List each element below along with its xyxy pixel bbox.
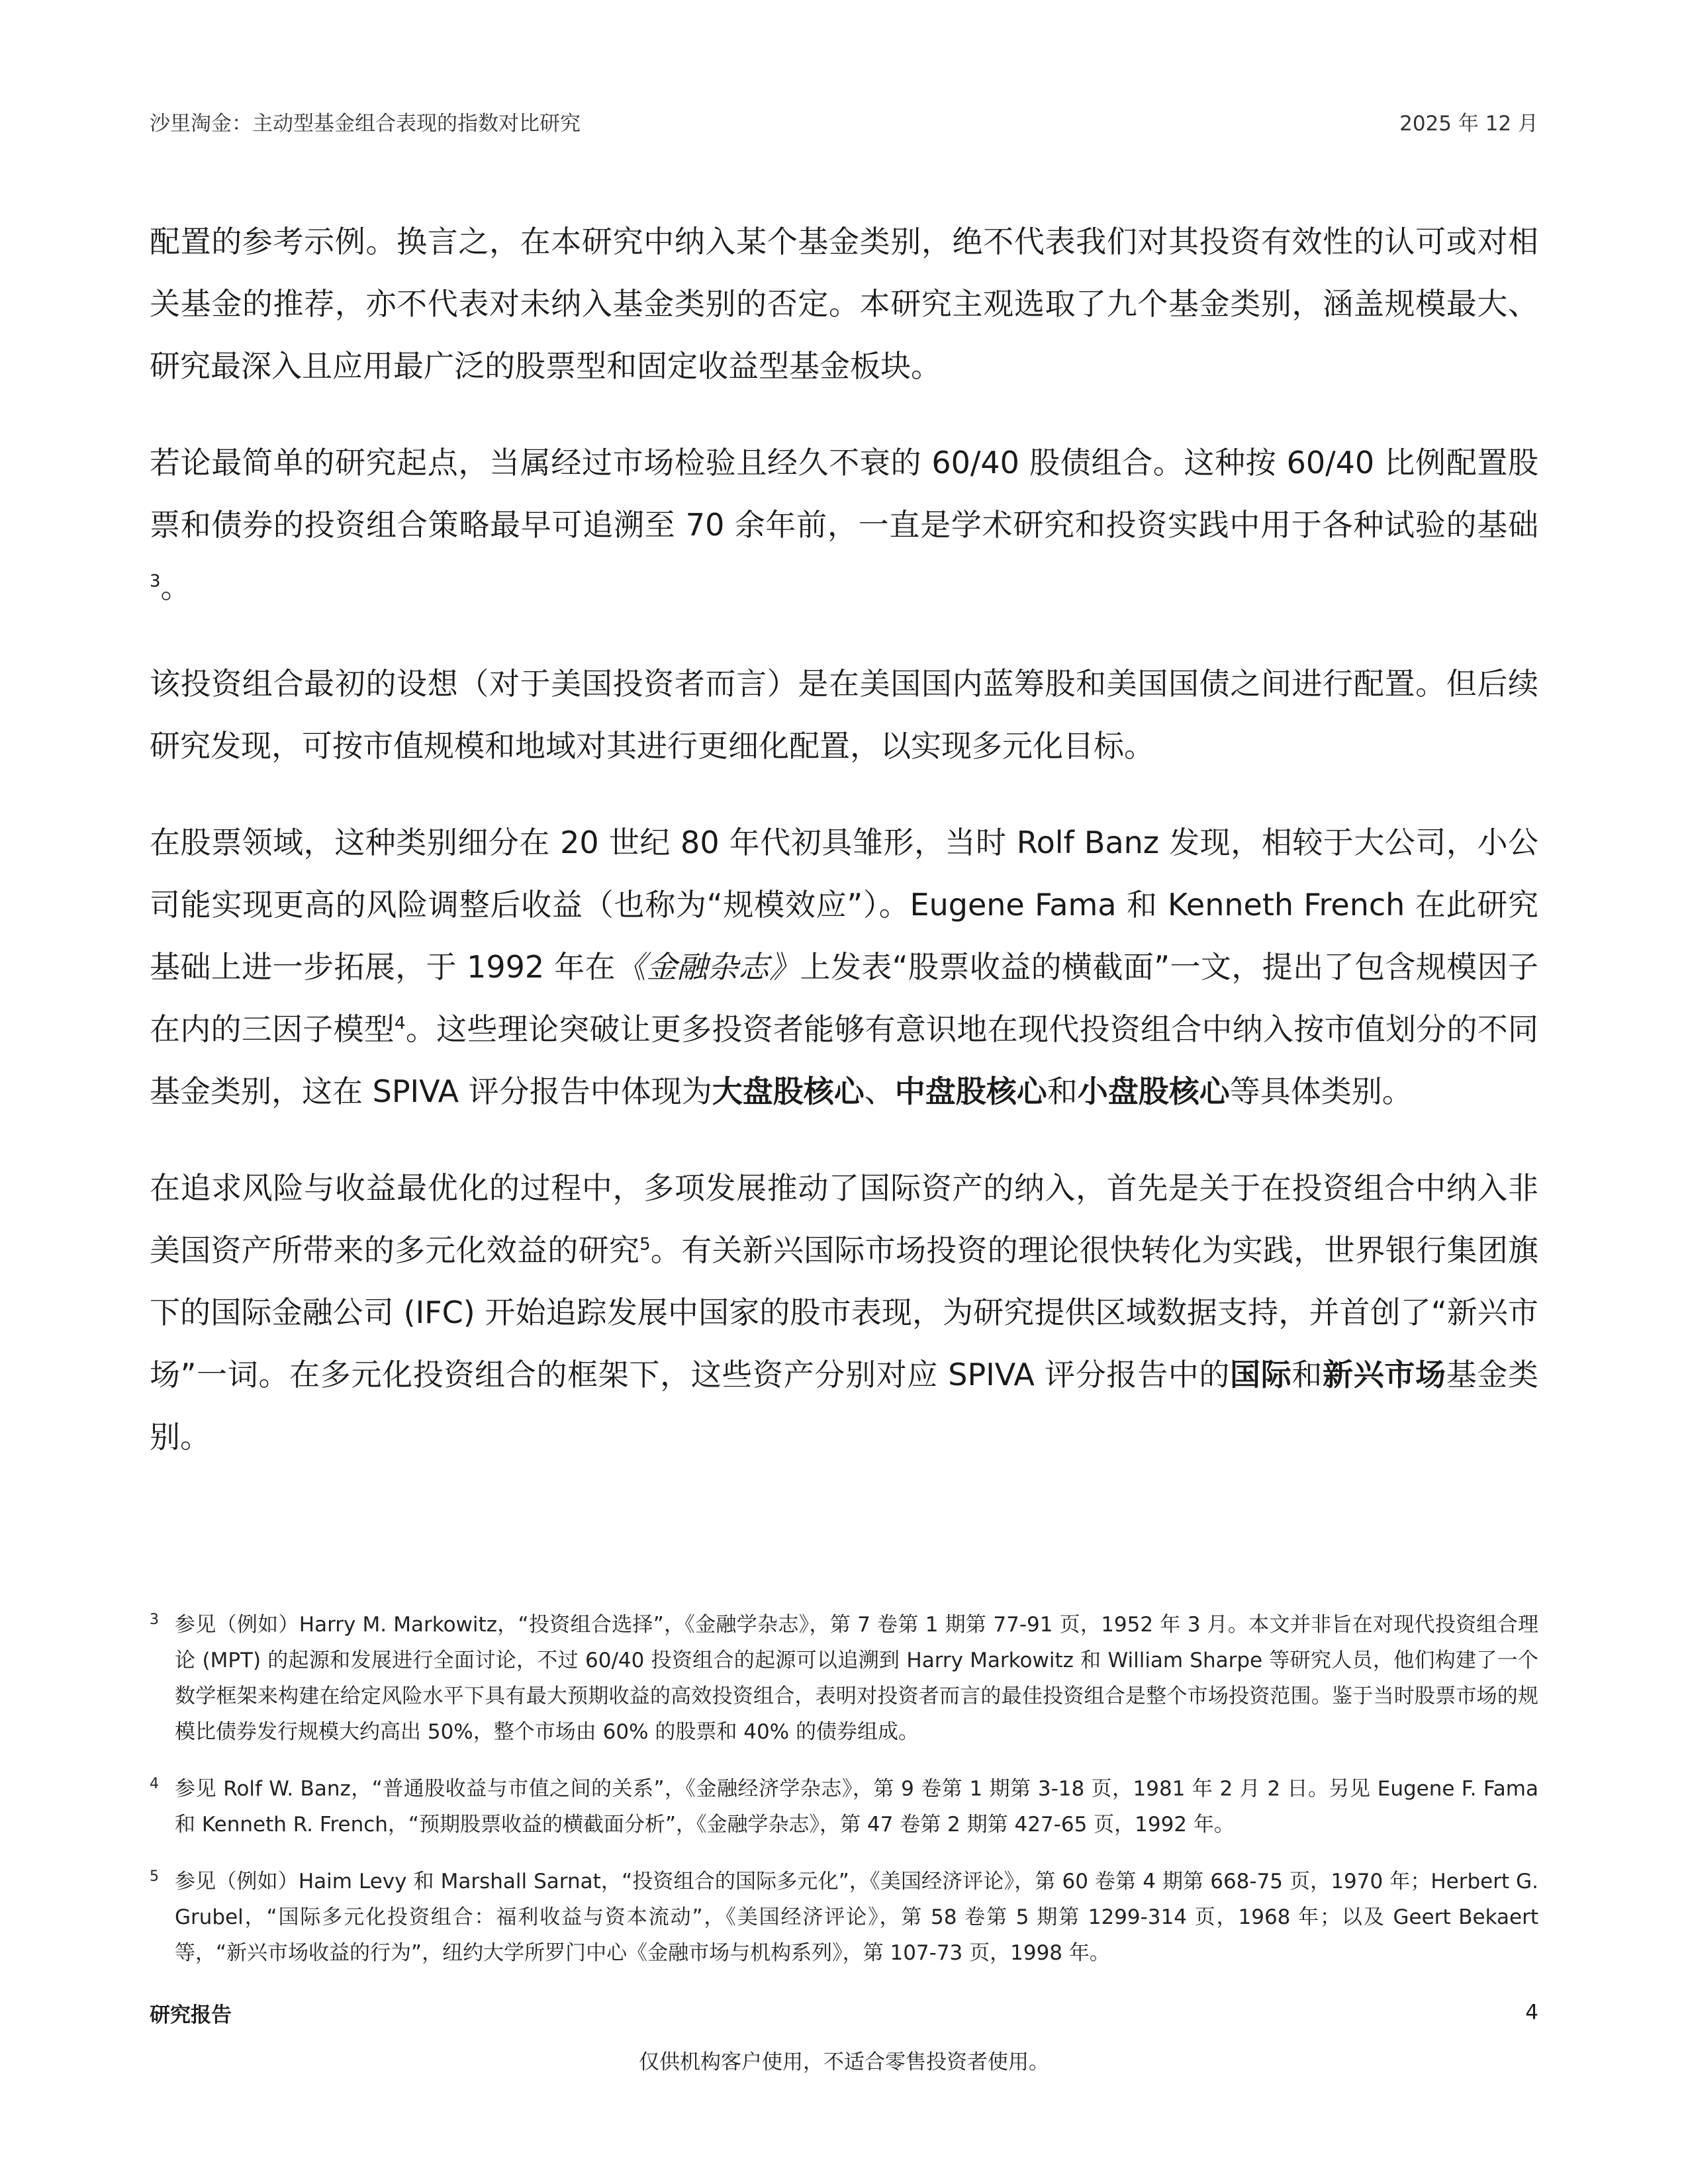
header-title: 沙里淘金：主动型基金组合表现的指数对比研究 [150,111,581,136]
paragraph-1 [150,210,1538,397]
paragraph-5-text-a: 在追求风险与收益最优化的过程中，多项发展推动了国际资产的纳入，首先是关于在投资组合中纳入非美国资产所带来的多元化效益的研究 [150,1170,1538,1268]
footnote-ref-5[interactable]: 5 [639,1234,651,1255]
footnote-4 [150,1771,1538,1843]
footnote-number: 4 [150,1776,159,1792]
page-number: 4 [1525,2001,1538,2025]
paragraph-2-end: 。 [160,569,191,605]
category-international: 国际 [1230,1357,1292,1392]
header-date: 2025 年 12 月 [1399,111,1538,136]
category-emerging-markets: 新兴市场 [1323,1357,1446,1392]
journal-name: 《金融杂志》 [616,949,800,985]
paragraph-5-text-b: 。有关新兴国际市场投资的理论很快转化为实践，世界银行集团旗下的国际金融公司 (IFC) 开始追踪发展中国家的股市表现，为研究提供区域数据支持，并首创了“新兴市场”一词。在多元化投资组合的框架下，这些资产分别对应 SPIVA 评分报告中的 [150,1232,1539,1392]
paragraph-3-text: 该投资组合最初的设想（对于美国投资者而言）是在美国国内蓝筹股和美国国债之间进行配置。但后续研究发现，可按市值规模和地域对其进行更细化配置，以实现多元化目标。 [150,666,1538,764]
footnote-number: 3 [150,1612,159,1628]
paragraph-3 [150,653,1538,777]
footnote-number: 5 [150,1868,159,1885]
footnotes [150,1607,1538,1992]
separator: 和 [1047,1073,1078,1109]
main-body [150,210,1538,1502]
category-large-cap-core: 大盘股核心 [712,1073,865,1109]
paragraph-5-text-c: 基金类别。 [150,1357,1539,1455]
footer-label: 研究报告 [150,2003,232,2027]
paragraph-1-text: 配置的参考示例。换言之，在本研究中纳入某个基金类别，绝不代表我们对其投资有效性的认可或对相关基金的推荐，亦不代表对未纳入基金类别的否定。本研究主观选取了九个基金类别，涵盖规模最大、研究最深入且应用最广泛的股票型和固定收益型基金板块。 [150,224,1538,384]
page-footer [150,1996,1538,2029]
paragraph-4-text-c: 。这些理论突破让更多投资者能够有意识地在现代投资组合中纳入按市值划分的不同基金类别，这在 SPIVA 评分报告中体现为 [150,1011,1539,1109]
paragraph-2 [150,432,1538,618]
footnote-text: 参见（例如）Haim Levy 和 Marshall Sarnat，“投资组合的国际多元化”，《美国经济评论》，第 60 卷第 4 期第 668-75 页，1970 年；Herbert G. Grubel，“国际多元化投资组合：福利收益与资本流动”，《美国经济评论》，第 58 卷第 5 期第 1299-314 页，1968 年；以及 Geert Bekaert 等，“新兴市场收益的行为”，纽约大学所罗门中心《金融市场与机构系列》，第 107-73 页，1998 年。 [175,1870,1538,1965]
page-header [150,105,1538,138]
category-small-cap-core: 小盘股核心 [1077,1073,1230,1109]
paragraph-2-text: 若论最简单的研究起点，当属经过市场检验且经久不衰的 60/40 股债组合。这种按 60/40 比例配置股票和债券的投资组合策略最早可追溯至 70 余年前，一直是学术研究和投资实践中用于各种试验的基础 [150,445,1538,543]
paragraph-4-text-a: 在股票领域，这种类别细分在 20 世纪 80 年代初具雏形，当时 Rolf Banz 发现，相较于大公司，小公司能实现更高的风险调整后收益（也称为“规模效应”）。Eugene Fama 和 Kenneth French 在此研究基础上进一步拓展，于 1992 年在 [150,825,1538,985]
paragraph-4 [150,811,1538,1122]
footnote-3 [150,1607,1538,1750]
footnote-ref-4[interactable]: 4 [395,1013,406,1034]
separator: 、 [864,1073,895,1109]
disclaimer: 仅供机构客户使用，不适合零售投资者使用。 [639,2050,1049,2074]
footnote-5 [150,1864,1538,1971]
paragraph-4-text-b: 上发表“股票收益的横截面”一文，提出了包含规模因子在内的三因子模型 [150,949,1539,1047]
footnote-ref-3[interactable]: 3 [150,571,161,592]
footnote-text: 参见（例如）Harry M. Markowitz，“投资组合选择”，《金融学杂志》，第 7 卷第 1 期第 77-91 页，1952 年 3 月。本文并非旨在对现代投资组合理论 (MPT) 的起源和发展进行全面讨论，不过 60/40 投资组合的起源可以追溯到 Harry Markowitz 和 William Sharpe 等研究人员，他们构建了一个数学框架来构建在给定风险水平下具有最大预期收益的高效投资组合，表明对投资者而言的最佳投资组合是整个市场投资范围。鉴于当时股票市场的规模比债券发行规模大约高出 50%，整个市场由 60% 的股票和 40% 的债券组成。 [175,1613,1538,1744]
category-mid-cap-core: 中盘股核心 [894,1073,1047,1109]
paragraph-5 [150,1157,1538,1468]
paragraph-4-text-d: 等具体类别。 [1229,1073,1413,1109]
separator: 和 [1291,1357,1323,1392]
footnote-text: 参见 Rolf W. Banz，“普通股收益与市值之间的关系”，《金融经济学杂志》，第 9 卷第 1 期第 3-18 页，1981 年 2 月 2 日。另见 Eugene F. Fama 和 Kenneth R. French，“预期股票收益的横截面分析”，《金融学杂志》，第 47 卷第 2 期第 427-65 页，1992 年。 [175,1777,1538,1837]
